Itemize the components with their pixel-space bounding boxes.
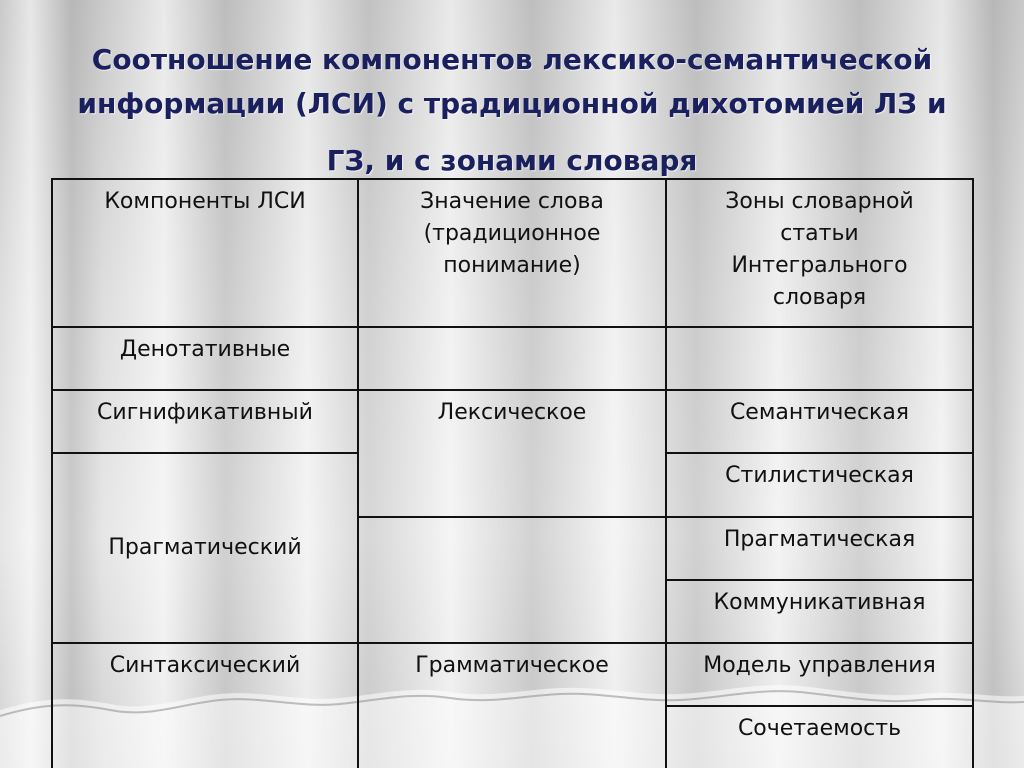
zone-semantic-label: Семантическая bbox=[729, 400, 910, 425]
zone-semantic bbox=[667, 397, 972, 452]
component-significative bbox=[53, 397, 357, 452]
header-dictionary-zones bbox=[667, 186, 972, 326]
row-divider bbox=[665, 705, 974, 707]
row-divider bbox=[51, 326, 974, 328]
row-divider bbox=[357, 516, 665, 518]
header-dictionary-zones-line-1: Зоны словарной bbox=[725, 189, 914, 214]
meaning-grammatical-label: Грамматическое bbox=[415, 653, 609, 678]
page-title-line-3: ГЗ, и с зонами словаря bbox=[326, 144, 698, 177]
zone-pragmatic bbox=[667, 524, 972, 579]
zone-communicative-label: Коммуникативная bbox=[713, 590, 926, 615]
zone-government-model bbox=[667, 650, 972, 705]
zone-empty bbox=[667, 334, 972, 389]
row-divider bbox=[665, 452, 974, 454]
component-pragmatic-label: Прагматический bbox=[108, 535, 302, 560]
meaning-lexical-label: Лексическое bbox=[437, 400, 587, 425]
row-divider bbox=[665, 579, 974, 581]
meaning-empty-2 bbox=[359, 524, 665, 642]
page-title-line-1: Соотношение компонентов лексико-семантической bbox=[91, 43, 933, 76]
component-syntactic bbox=[53, 650, 357, 768]
header-word-meaning-line-1: Значение слова bbox=[420, 189, 604, 214]
meaning-empty bbox=[359, 334, 665, 389]
component-pragmatic bbox=[53, 454, 357, 642]
header-word-meaning-line-3: понимание) bbox=[443, 253, 581, 278]
header-lsi-components bbox=[53, 186, 357, 326]
meaning-lexical bbox=[359, 397, 665, 516]
header-dictionary-zones-line-4: словаря bbox=[772, 285, 867, 310]
row-divider bbox=[51, 642, 974, 644]
component-syntactic-label: Синтаксический bbox=[109, 653, 301, 678]
component-denotative bbox=[53, 334, 357, 389]
row-divider bbox=[665, 516, 974, 518]
header-dictionary-zones-line-3: Интегрального bbox=[731, 253, 908, 278]
zone-pragmatic-label: Прагматическая bbox=[723, 527, 916, 552]
page-title-line-2: информации (ЛСИ) с традиционной дихотомией ЛЗ и bbox=[77, 87, 947, 120]
header-word-meaning-line-2: (традиционное bbox=[423, 221, 601, 246]
lsi-correspondence-table bbox=[51, 178, 974, 768]
zone-stylistic-label: Стилистическая bbox=[725, 463, 914, 488]
header-lsi-components-label: Компоненты ЛСИ bbox=[104, 189, 306, 214]
component-denotative-label: Денотативные bbox=[119, 337, 291, 362]
table-border-right bbox=[972, 178, 974, 768]
zone-communicative bbox=[667, 587, 972, 642]
component-significative-label: Сигнификативный bbox=[97, 400, 313, 425]
zone-collocability bbox=[667, 713, 972, 768]
zone-collocability-label: Сочетаемость bbox=[737, 716, 902, 741]
table-border-top bbox=[51, 178, 974, 180]
zone-stylistic bbox=[667, 460, 972, 516]
meaning-grammatical bbox=[359, 650, 665, 768]
zone-government-model-label: Модель управления bbox=[703, 653, 936, 678]
header-word-meaning bbox=[359, 186, 665, 326]
header-dictionary-zones-line-2: статьи bbox=[780, 221, 859, 246]
row-divider bbox=[51, 389, 974, 391]
